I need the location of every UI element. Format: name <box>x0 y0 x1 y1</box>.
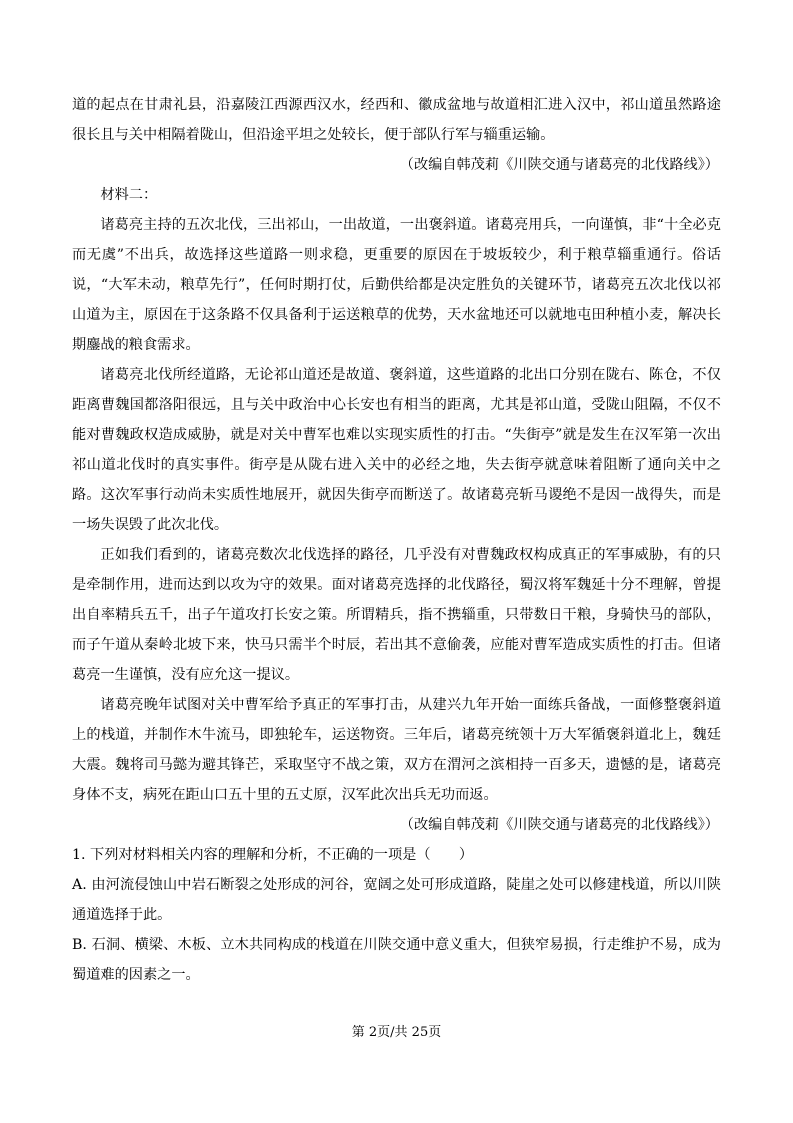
paragraph-3: 正如我们看到的，诸葛亮数次北伐选择的路径，几乎没有对曹魏政权构成真正的军事威胁，有的只是牵制作用，进而达到以攻为守的效果。面对诸葛亮选择的北伐路径，蜀汉将军魏延十分不理解，曾提出自率精兵五千，出子午道攻打长安之策。所谓精兵，指不携辎重，只带数日干粮，身骑快马的部队，而子午道从秦岭北坡下来，快马只需半个时辰，若出其不意偷袭，应能对曹军造成实质性的打击。但诸葛亮一生谨慎，没有应允这一提议。 <box>72 547 721 683</box>
question-1: 1. 下列对材料相关内容的理解和分析，不正确的一项是（ ） <box>72 847 474 863</box>
option-b: B. 石洞、横梁、木板、立木共同构成的栈道在川陕交通中意义重大，但狭窄易损，行走维护不易，成为蜀道难的因素之一。 <box>72 937 721 983</box>
paragraph-intro: 道的起点在甘肃礼县，沿嘉陵江西源西汉水，经西和、徽成盆地与故道相汇进入汉中，祁山道虽然路途很长且与关中相隔着陇山，但沿途平坦之处较长，便于部队行军与辎重运输。 <box>72 97 721 143</box>
source-citation-2: （改编自韩茂莉《川陕交通与诸葛亮的北伐路线》） <box>399 817 719 833</box>
option-a: A. 由河流侵蚀山中岩石断裂之处形成的河谷，宽阔之处可形成道路，陡崖之处可以修建栈道，所以川陕通道选择于此。 <box>72 877 721 923</box>
paragraph-2: 诸葛亮北伐所经道路，无论祁山道还是故道、褒斜道，这些道路的北出口分别在陇右、陈仓，不仅距离曹魏国都洛阳很远，且与关中政治中心长安也有相当的距离，尤其是祁山道，受陇山阻隔，不仅不能对曹魏政权造成威胁，就是对关中曹军也难以实现实质性的打击。“失街亭”就是发生在汉军第一次出祁山道北伐时的真实事件。街亭是从陇右进入关中的必经之地，失去街亭就意味着阻断了通向关中之路。这次军事行动尚未实质性地展开，就因失街亭而断送了。故诸葛亮斩马谡绝不是因一战得失，而是一场失误毁了此次北伐。 <box>72 367 721 533</box>
source-citation-1: （改编自韩茂莉《川陕交通与诸葛亮的北伐路线》） <box>399 157 719 173</box>
page-number: 第 2页/共 25页 <box>351 1025 442 1040</box>
paragraph-4: 诸葛亮晚年试图对关中曹军给予真正的军事打击，从建兴九年开始一面练兵备战，一面修整褒斜道上的栈道，并制作木牛流马，即独轮车，运送物资。三年后，诸葛亮统领十万大军循褒斜道北上，魏廷大震。魏将司马懿为避其锋芒，采取坚守不战之策，双方在渭河之滨相持一百多天，遗憾的是，诸葛亮身体不支，病死在距山口五十里的五丈原，汉军此次出兵无功而返。 <box>72 697 721 803</box>
paragraph-1: 诸葛亮主持的五次北伐，三出祁山，一出故道，一出褒斜道。诸葛亮用兵，一向谨慎，非“十全必克而无虞”不出兵，故选择这些道路一则求稳，更重要的原因在于坡坂较少，利于粮草辎重通行。俗话说，“大军未动，粮草先行”，任何时期打仗，后勤供给都是决定胜负的关键环节，诸葛亮五次北伐以祁山道为主，原因在于这条路不仅具备利于运送粮草的优势，天水盆地还可以就地屯田种植小麦，解决长期鏖战的粮食需求。 <box>72 217 721 353</box>
document-body <box>72 90 721 990</box>
material-2-heading: 材料二： <box>100 187 158 203</box>
